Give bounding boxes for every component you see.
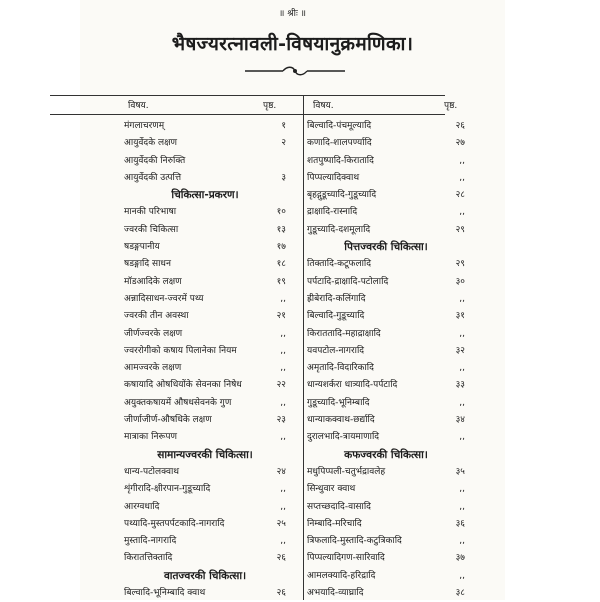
entry-page-number: १	[281, 121, 286, 131]
index-entry	[124, 516, 286, 533]
index-entry	[124, 481, 286, 498]
entry-page-number: २४	[276, 466, 286, 477]
entry-page-number: ,,	[459, 172, 465, 183]
entry-subject: ज्वरकी चिकित्सा	[124, 224, 179, 235]
entry-page-number: २९	[455, 224, 465, 235]
index-entry	[307, 481, 465, 498]
index-entry	[124, 377, 286, 394]
entry-page-number: १७	[276, 242, 286, 253]
entry-page-number: ,,	[280, 432, 286, 443]
entry-subject: आमज्वरके लक्षण	[124, 363, 182, 374]
index-entry	[307, 516, 465, 533]
entry-subject: आयुर्वेदकी उत्पत्ति	[124, 172, 182, 183]
entry-subject: धान्याकक्वाथ-छर्द्यादि	[307, 415, 375, 426]
entry-page-number: ३७	[455, 553, 465, 564]
entry-subject: जीर्णाजीर्ण-औषधिके लक्षण	[124, 415, 212, 426]
entry-subject: मुस्तादि-नागरादि	[124, 536, 177, 547]
entry-subject: त्रिफलादि-मुस्तादि-कटुत्रिकादि	[307, 536, 402, 547]
index-entry	[124, 118, 286, 135]
entry-page-number: ३२	[455, 345, 465, 356]
entry-page-number: ,,	[280, 363, 286, 374]
entry-subject: अन्नादिसाधन-ज्वरमें पथ्य	[124, 293, 204, 304]
index-entry	[124, 239, 286, 256]
index-entry	[124, 395, 286, 412]
entry-subject: दुरालभादि-त्रायमाणादि	[307, 432, 380, 443]
entry-page-number: ,,	[459, 397, 465, 408]
entry-page-number: ३१	[455, 311, 465, 322]
index-entry	[307, 568, 465, 585]
entry-page-number: ,,	[459, 501, 465, 512]
entry-subject: मधुपिप्पली-चतुर्भद्रावलेह	[307, 466, 386, 477]
left-page-header: पृष्ठ.	[263, 101, 277, 111]
entry-subject: पथ्यादि-मुस्तपर्पटकादि-नागरादि	[124, 518, 225, 529]
index-entry	[307, 585, 465, 602]
entry-page-number: ,,	[459, 328, 465, 339]
page-title: भैषज्यरत्नावली-विषयानुक्रमणिका।	[171, 33, 414, 55]
entry-page-number: १०	[276, 207, 286, 218]
entry-subject: आरग्वधादि	[124, 501, 160, 512]
entry-subject: सामान्यज्वरकी चिकित्सा।	[157, 448, 253, 461]
entry-page-number: ३४	[455, 415, 465, 426]
entry-page-number: ३०	[455, 276, 465, 287]
index-entry	[124, 291, 286, 308]
entry-page-number: २६	[455, 121, 465, 131]
index-entry	[124, 256, 286, 273]
entry-subject: सिन्धुवार क्वाथ	[307, 484, 356, 495]
entry-page-number: ३६	[455, 518, 465, 529]
index-entry	[124, 550, 286, 567]
entry-page-number: २६	[276, 588, 286, 599]
entry-subject: बिल्वादि-गुडूच्यादि	[307, 311, 365, 322]
index-entry	[307, 291, 465, 308]
entry-page-number: ,,	[280, 484, 286, 495]
index-entry	[307, 326, 465, 343]
entry-page-number: ३	[281, 172, 286, 183]
entry-subject: कषायादि ओषधियोंके सेवनका निषेध	[124, 380, 242, 391]
entry-subject: बृहद्गुडूच्यादि-गुडूच्यादि	[307, 190, 377, 201]
header-bottom-rule	[50, 114, 445, 115]
index-entry	[124, 170, 286, 187]
index-entry	[307, 204, 465, 221]
entry-subject: तिक्तादि-कटूफलादि	[307, 259, 372, 270]
entry-subject: ज्वरकी तीन अवस्था	[124, 311, 189, 322]
entry-subject: किराततादि-महाद्राक्षादि	[307, 328, 381, 339]
index-entry	[124, 533, 286, 550]
index-entry	[307, 343, 465, 360]
index-entry	[124, 204, 286, 221]
index-entry	[124, 326, 286, 343]
index-entry	[124, 360, 286, 377]
entry-page-number: ,,	[280, 345, 286, 356]
table-top-rule	[50, 95, 445, 96]
entry-subject: मॉडआदिके लक्षण	[124, 276, 182, 287]
entry-subject: षडङ्गादि साधन	[124, 259, 171, 270]
column-divider	[303, 95, 304, 600]
invocation-text: ॥ श्रीः ॥	[278, 9, 307, 19]
entry-subject: धान्यशर्करा धात्र्यादि-पर्पटादि	[307, 380, 398, 391]
entry-subject: वातज्वरकी चिकित्सा।	[163, 569, 247, 582]
index-entry	[307, 308, 465, 325]
entry-page-number: ,,	[459, 536, 465, 547]
index-entry	[307, 412, 465, 429]
index-entry	[124, 464, 286, 481]
entry-subject: पिप्पल्यादिगण-सारिवादि	[307, 553, 385, 564]
index-entry	[307, 429, 465, 446]
entry-page-number: ,,	[459, 363, 465, 374]
entry-subject: द्राक्षादि-रास्नादि	[307, 207, 358, 218]
index-entry	[124, 153, 286, 170]
entry-page-number: २३	[276, 415, 286, 426]
entry-page-number: ,,	[459, 570, 465, 581]
entry-subject: कफज्वरकी चिकित्सा।	[344, 448, 428, 461]
entry-subject: पर्पटादि-द्राक्षादि-पटोलादि	[307, 276, 389, 287]
entry-subject: ह्रीबेरादि-कलिंगादि	[307, 293, 366, 304]
index-entry	[307, 464, 465, 481]
entry-page-number: ३८	[455, 588, 465, 599]
entry-subject: गुडूच्यादि-भूनिम्बादि	[307, 397, 370, 408]
right-subject-header: विषय.	[313, 101, 334, 111]
entry-page-number: ,,	[280, 397, 286, 408]
index-entry	[307, 118, 465, 135]
index-entry	[307, 170, 465, 187]
index-entry	[307, 533, 465, 550]
entry-subject: निम्बादि-मरिचादि	[307, 518, 362, 529]
entry-page-number: ३३	[455, 380, 465, 391]
entry-subject: मात्राका निरूपण	[124, 432, 178, 443]
ornament-divider	[245, 64, 345, 78]
entry-subject: ज्वररोगीको कषाय पिलानेका नियम	[124, 345, 237, 356]
index-entry	[124, 343, 286, 360]
entry-page-number: ,,	[459, 484, 465, 495]
index-entry	[307, 256, 465, 273]
entry-page-number: २७	[455, 138, 465, 149]
entry-page-number: २९	[455, 259, 465, 270]
index-entry	[307, 499, 465, 516]
entry-page-number: २८	[455, 190, 465, 201]
entry-page-number: ,,	[280, 293, 286, 304]
index-entry	[307, 377, 465, 394]
entry-subject: अभयादि-व्याघ्रादि	[307, 588, 364, 599]
entry-page-number: ,,	[280, 536, 286, 547]
index-entry	[307, 187, 465, 204]
entry-page-number: २२	[276, 380, 286, 391]
entry-subject: किरातत्तिक्तादि	[124, 553, 173, 564]
entry-page-number: ,,	[280, 328, 286, 339]
entry-subject: आयुर्वेदके लक्षण	[124, 138, 178, 149]
entry-subject: मंगलाचरणम्	[124, 121, 165, 131]
left-subject-header: विषय.	[128, 101, 149, 111]
entry-subject: आयुर्वेदकी निरुक्ति	[124, 155, 186, 166]
index-entry	[124, 308, 286, 325]
entry-page-number: ,,	[459, 207, 465, 218]
entry-subject: चिकित्सा-प्रकरण।	[171, 189, 239, 202]
index-entry	[307, 222, 465, 239]
entry-page-number: १३	[276, 224, 286, 235]
section-heading	[307, 447, 465, 464]
index-entry	[124, 135, 286, 152]
left-index-column	[124, 118, 286, 602]
section-heading	[124, 568, 286, 585]
index-entry	[124, 412, 286, 429]
entry-page-number: २१	[276, 311, 286, 322]
section-heading	[124, 447, 286, 464]
index-entry	[124, 274, 286, 291]
entry-subject: आमलक्यादि-हरिद्रादि	[307, 570, 376, 581]
index-entry	[124, 585, 286, 602]
entry-page-number: ३५	[455, 466, 465, 477]
index-entry	[124, 499, 286, 516]
entry-subject: अमृतादि-विदारिकादि	[307, 363, 374, 374]
entry-subject: यवपटोल-नागरादि	[307, 345, 365, 356]
entry-subject: गुडूच्यादि-दशमूलादि	[307, 224, 371, 235]
entry-subject: पिप्पल्यादिक्वाथ	[307, 172, 360, 183]
index-entry	[307, 135, 465, 152]
entry-page-number: २५	[276, 518, 286, 529]
entry-page-number: ,,	[459, 432, 465, 443]
section-heading	[307, 239, 465, 256]
entry-subject: कणादि-शालपर्ण्यादि	[307, 138, 372, 149]
index-entry	[307, 395, 465, 412]
entry-page-number: ,,	[459, 293, 465, 304]
entry-subject: धान्य-पटोलक्वाथ	[124, 466, 180, 477]
entry-page-number: १९	[276, 276, 286, 287]
index-entry	[307, 153, 465, 170]
entry-subject: शतपुष्पादि-किरातादि	[307, 155, 374, 166]
entry-subject: बिल्वादि-पंचमूल्यादि	[307, 121, 372, 131]
index-entry	[307, 550, 465, 567]
entry-subject: अयुक्तकषायमें औषधसेवनके गुण	[124, 397, 232, 408]
index-entry	[307, 274, 465, 291]
entry-subject: मानकी परिभाषा	[124, 207, 177, 218]
entry-page-number: २	[281, 138, 286, 149]
index-entry	[124, 429, 286, 446]
right-index-column	[307, 118, 465, 602]
entry-page-number: १८	[276, 259, 286, 270]
section-heading	[124, 187, 286, 204]
index-entry	[307, 360, 465, 377]
entry-page-number: ,,	[459, 155, 465, 166]
entry-subject: पित्तज्वरकी चिकित्सा।	[344, 241, 428, 254]
entry-subject: शृंगीरादि-क्षीरपान-गुडूच्यादि	[124, 484, 211, 495]
entry-page-number: २६	[276, 553, 286, 564]
entry-subject: सप्तच्छदादि-वासादि	[307, 501, 371, 512]
entry-page-number: ,,	[280, 501, 286, 512]
entry-subject: षडङ्गपानीय	[124, 242, 160, 253]
entry-subject: बिल्वादि-भूनिम्बादि क्वाथ	[124, 588, 206, 599]
index-entry	[124, 222, 286, 239]
entry-subject: जीर्णज्वरके लक्षण	[124, 328, 183, 339]
right-page-header: पृष्ठ.	[444, 101, 458, 111]
